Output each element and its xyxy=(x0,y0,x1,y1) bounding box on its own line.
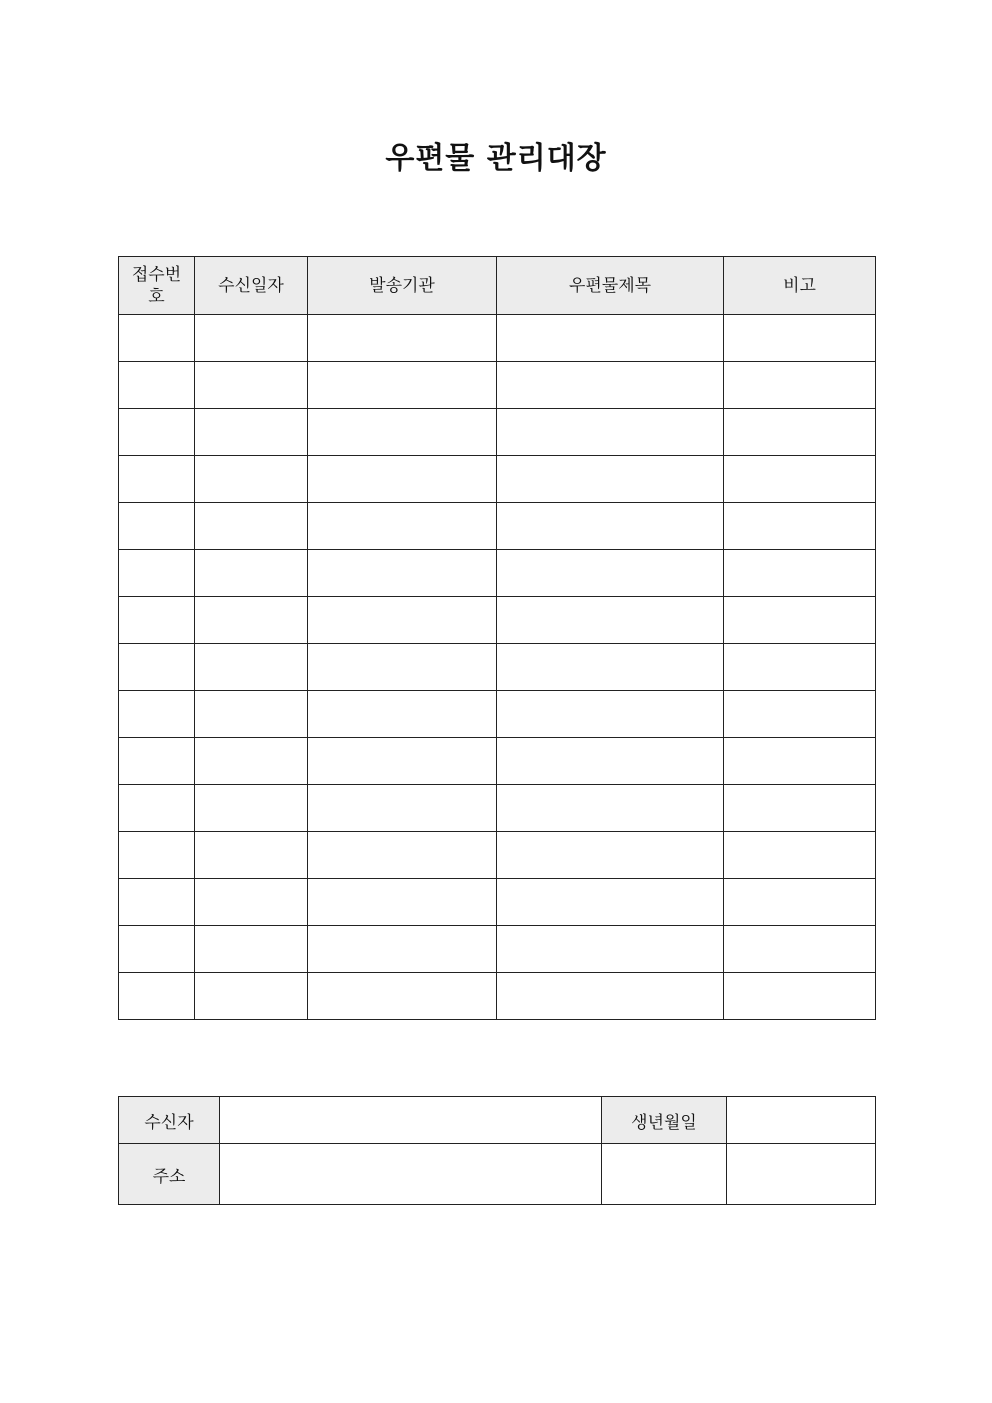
cell-mail-subject[interactable] xyxy=(497,691,724,738)
cell-receipt-number[interactable] xyxy=(119,738,195,785)
header-sender-org: 발송기관 xyxy=(308,257,497,315)
cell-sender-org[interactable] xyxy=(308,644,497,691)
cell-receipt-number[interactable] xyxy=(119,315,195,362)
cell-receipt-number[interactable] xyxy=(119,832,195,879)
cell-remarks[interactable] xyxy=(724,550,876,597)
table-row xyxy=(119,315,876,362)
cell-remarks[interactable] xyxy=(724,879,876,926)
cell-mail-subject[interactable] xyxy=(497,315,724,362)
cell-sender-org[interactable] xyxy=(308,315,497,362)
cell-remarks[interactable] xyxy=(724,362,876,409)
cell-received-date[interactable] xyxy=(195,503,308,550)
mail-log-table xyxy=(118,256,876,1020)
cell-receipt-number[interactable] xyxy=(119,597,195,644)
table-row xyxy=(119,362,876,409)
cell-sender-org[interactable] xyxy=(308,738,497,785)
cell-sender-org[interactable] xyxy=(308,973,497,1020)
table-row xyxy=(119,832,876,879)
cell-mail-subject[interactable] xyxy=(497,926,724,973)
recipient-field[interactable] xyxy=(220,1097,602,1144)
cell-remarks[interactable] xyxy=(724,597,876,644)
cell-mail-subject[interactable] xyxy=(497,456,724,503)
table-row xyxy=(119,409,876,456)
cell-receipt-number[interactable] xyxy=(119,503,195,550)
header-mail-subject: 우편물제목 xyxy=(497,257,724,315)
cell-mail-subject[interactable] xyxy=(497,409,724,456)
table-row xyxy=(119,785,876,832)
header-received-date: 수신일자 xyxy=(195,257,308,315)
table-header-row xyxy=(119,257,876,315)
cell-remarks[interactable] xyxy=(724,503,876,550)
page-title: 우편물 관리대장 xyxy=(385,141,607,176)
cell-mail-subject[interactable] xyxy=(497,550,724,597)
cell-receipt-number[interactable] xyxy=(119,785,195,832)
recipient-label: 수신자 xyxy=(119,1097,220,1144)
cell-sender-org[interactable] xyxy=(308,456,497,503)
table-row xyxy=(119,973,876,1020)
cell-mail-subject[interactable] xyxy=(497,644,724,691)
cell-received-date[interactable] xyxy=(195,550,308,597)
cell-remarks[interactable] xyxy=(724,456,876,503)
table-row xyxy=(119,738,876,785)
cell-received-date[interactable] xyxy=(195,832,308,879)
cell-mail-subject[interactable] xyxy=(497,973,724,1020)
table-row xyxy=(119,644,876,691)
cell-received-date[interactable] xyxy=(195,738,308,785)
cell-received-date[interactable] xyxy=(195,456,308,503)
address-row xyxy=(119,1144,876,1205)
cell-sender-org[interactable] xyxy=(308,832,497,879)
cell-remarks[interactable] xyxy=(724,315,876,362)
cell-received-date[interactable] xyxy=(195,691,308,738)
cell-remarks[interactable] xyxy=(724,691,876,738)
cell-sender-org[interactable] xyxy=(308,550,497,597)
cell-remarks[interactable] xyxy=(724,738,876,785)
cell-received-date[interactable] xyxy=(195,879,308,926)
cell-received-date[interactable] xyxy=(195,409,308,456)
cell-receipt-number[interactable] xyxy=(119,879,195,926)
cell-mail-subject[interactable] xyxy=(497,597,724,644)
cell-mail-subject[interactable] xyxy=(497,362,724,409)
cell-receipt-number[interactable] xyxy=(119,550,195,597)
cell-mail-subject[interactable] xyxy=(497,738,724,785)
cell-remarks[interactable] xyxy=(724,644,876,691)
table-row xyxy=(119,550,876,597)
cell-sender-org[interactable] xyxy=(308,879,497,926)
table-row xyxy=(119,926,876,973)
birthdate-label: 생년월일 xyxy=(602,1097,727,1144)
recipient-row xyxy=(119,1097,876,1144)
header-remarks: 비고 xyxy=(724,257,876,315)
table-body xyxy=(119,315,876,1020)
address-field[interactable] xyxy=(220,1144,602,1205)
cell-received-date[interactable] xyxy=(195,785,308,832)
address-label: 주소 xyxy=(119,1144,220,1205)
cell-mail-subject[interactable] xyxy=(497,503,724,550)
table-row xyxy=(119,597,876,644)
cell-sender-org[interactable] xyxy=(308,503,497,550)
cell-receipt-number[interactable] xyxy=(119,644,195,691)
cell-receipt-number[interactable] xyxy=(119,409,195,456)
cell-receipt-number[interactable] xyxy=(119,973,195,1020)
cell-sender-org[interactable] xyxy=(308,409,497,456)
table-row xyxy=(119,503,876,550)
header-receipt-number: 접수번호 xyxy=(119,257,195,315)
table-row xyxy=(119,456,876,503)
cell-received-date[interactable] xyxy=(195,597,308,644)
cell-received-date[interactable] xyxy=(195,926,308,973)
cell-sender-org[interactable] xyxy=(308,597,497,644)
cell-remarks[interactable] xyxy=(724,926,876,973)
cell-mail-subject[interactable] xyxy=(497,832,724,879)
cell-mail-subject[interactable] xyxy=(497,879,724,926)
cell-remarks[interactable] xyxy=(724,973,876,1020)
cell-receipt-number[interactable] xyxy=(119,691,195,738)
birthdate-field[interactable] xyxy=(727,1097,876,1144)
extra-field-2[interactable] xyxy=(727,1144,876,1205)
cell-remarks[interactable] xyxy=(724,409,876,456)
cell-received-date[interactable] xyxy=(195,315,308,362)
cell-sender-org[interactable] xyxy=(308,926,497,973)
cell-receipt-number[interactable] xyxy=(119,362,195,409)
cell-sender-org[interactable] xyxy=(308,691,497,738)
cell-sender-org[interactable] xyxy=(308,785,497,832)
cell-mail-subject[interactable] xyxy=(497,785,724,832)
cell-received-date[interactable] xyxy=(195,644,308,691)
recipient-info-table xyxy=(118,1096,876,1205)
cell-remarks[interactable] xyxy=(724,785,876,832)
table-row xyxy=(119,691,876,738)
extra-field-1[interactable] xyxy=(602,1144,727,1205)
cell-sender-org[interactable] xyxy=(308,362,497,409)
cell-receipt-number[interactable] xyxy=(119,456,195,503)
table-row xyxy=(119,879,876,926)
cell-received-date[interactable] xyxy=(195,973,308,1020)
cell-remarks[interactable] xyxy=(724,832,876,879)
cell-received-date[interactable] xyxy=(195,362,308,409)
cell-receipt-number[interactable] xyxy=(119,926,195,973)
